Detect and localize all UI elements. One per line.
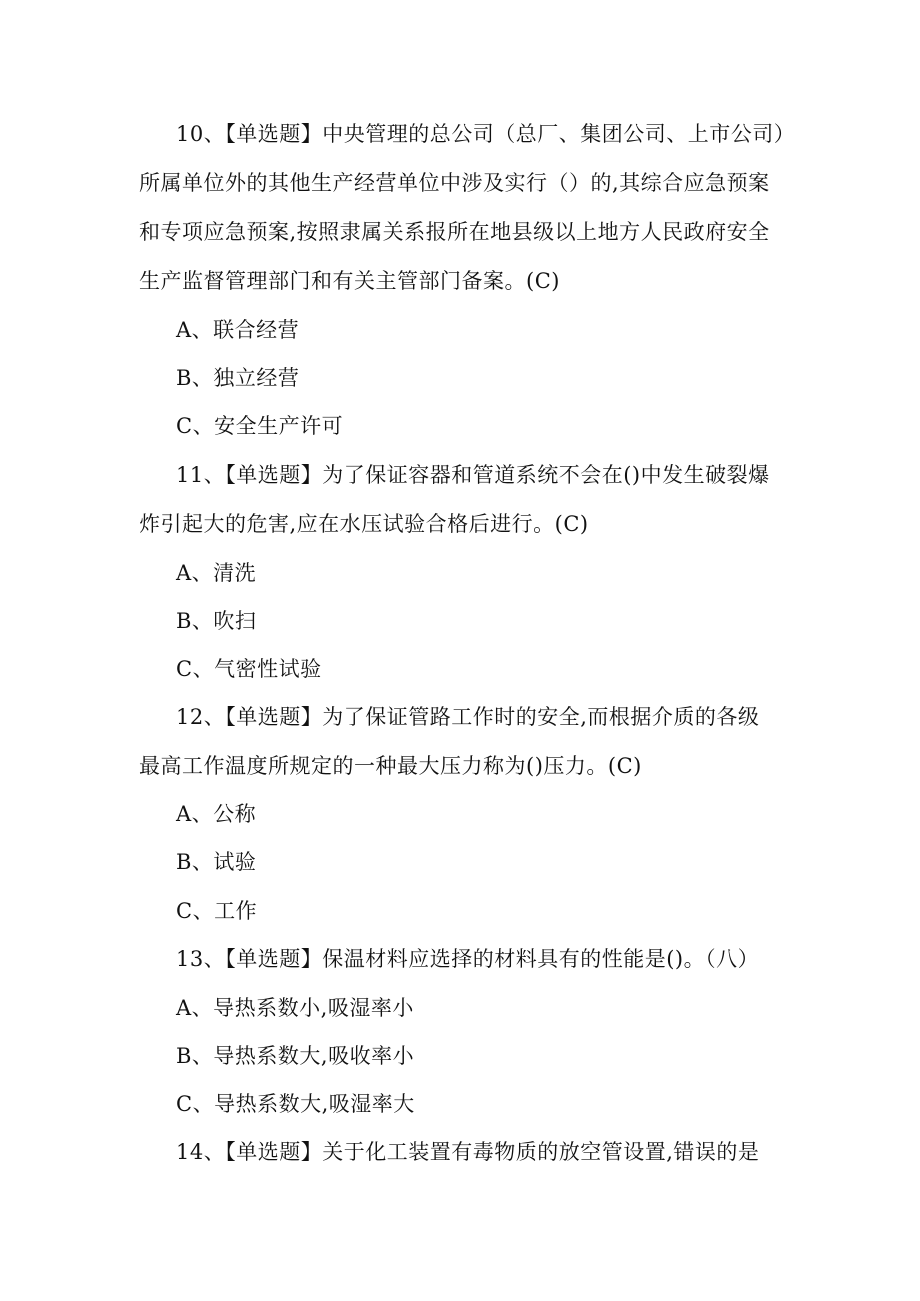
question-11-line-1: 11、【单选题】为了保证容器和管道系统不会在()中发生破裂爆	[176, 463, 770, 487]
question-11-option-a: A、清洗	[176, 561, 257, 585]
question-14-line-1: 14、【单选题】关于化工装置有毒物质的放空管设置,错误的是	[176, 1140, 760, 1164]
question-11-option-b: B、吹扫	[176, 609, 257, 633]
question-13-line-1: 13、【单选题】保温材料应选择的材料具有的性能是()。（八）	[176, 947, 760, 971]
question-10-line-2: 所属单位外的其他生产经营单位中涉及实行（）的,其综合应急预案	[139, 171, 770, 195]
question-12-option-b: B、试验	[176, 850, 257, 874]
question-10-line-3: 和专项应急预案,按照隶属关系报所在地县级以上地方人民政府安全	[139, 220, 770, 244]
question-10-option-a: A、联合经营	[176, 318, 300, 342]
question-12-option-c: C、工作	[176, 899, 258, 923]
question-10-line-1: 10、【单选题】中央管理的总公司（总厂、集团公司、上市公司）	[176, 122, 796, 146]
question-10-option-c: C、安全生产许可	[176, 414, 344, 438]
question-12-line-1: 12、【单选题】为了保证管路工作时的安全,而根据介质的各级	[176, 705, 760, 729]
question-11-line-2: 炸引起大的危害,应在水压试验合格后进行。(C)	[139, 512, 589, 536]
question-13-option-a: A、导热系数小,吸湿率小	[176, 996, 414, 1020]
question-12-option-a: A、公称	[176, 802, 257, 826]
question-10-line-4: 生产监督管理部门和有关主管部门备案。(C)	[139, 269, 560, 293]
question-10-option-b: B、独立经营	[176, 366, 300, 390]
question-13-option-b: B、导热系数大,吸收率小	[176, 1044, 415, 1068]
question-12-line-2: 最高工作温度所规定的一种最大压力称为()压力。(C)	[139, 754, 642, 778]
question-13-option-c: C、导热系数大,吸湿率大	[176, 1092, 415, 1116]
question-11-option-c: C、气密性试验	[176, 657, 322, 681]
